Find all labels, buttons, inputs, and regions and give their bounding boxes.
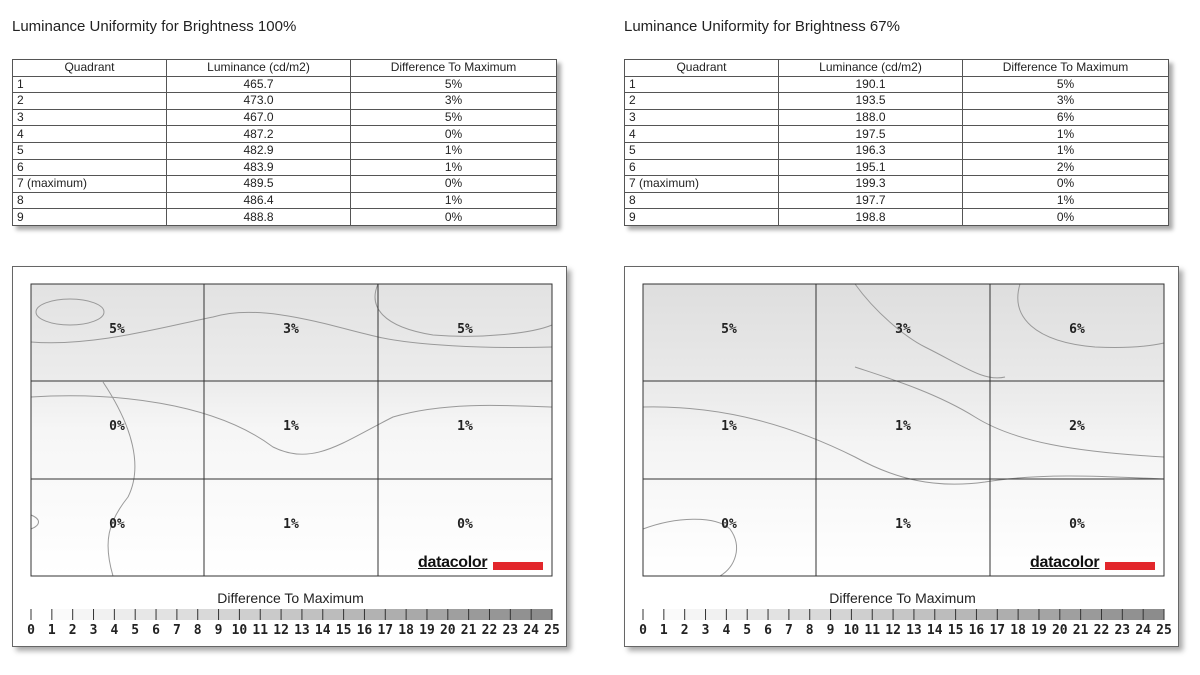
uniformity-map (624, 266, 1179, 647)
quadrant-cell: 4 (13, 126, 167, 143)
scale-tick-label: 21 (460, 623, 477, 638)
quadrant-cell: 1 (625, 76, 779, 93)
table-row (13, 176, 557, 193)
scale-tick-label: 24 (523, 623, 539, 638)
scale-tick-label: 5 (131, 623, 140, 638)
scale-swatch (789, 609, 810, 620)
quadrant-value-label: 0% (109, 517, 125, 532)
scale-swatch (323, 609, 344, 620)
luminance-cell: 196.3 (779, 142, 963, 159)
table-row (625, 159, 1169, 176)
quadrant-value-label: 1% (283, 517, 299, 532)
panel-title: Luminance Uniformity for Brightness 100% (12, 18, 297, 35)
luminance-cell: 473.0 (167, 93, 351, 110)
scale-swatch (1039, 609, 1060, 620)
scale-swatch (31, 609, 52, 620)
scale-tick-label: 6 (764, 623, 772, 638)
difference-cell: 1% (963, 126, 1169, 143)
difference-cell: 5% (351, 109, 557, 126)
scale-swatch (73, 609, 94, 620)
luminance-cell: 467.0 (167, 109, 351, 126)
scale-swatch (427, 609, 448, 620)
scale-swatch (156, 609, 177, 620)
scale-swatch (1122, 609, 1143, 620)
quadrant-value-label: 0% (721, 517, 737, 532)
difference-cell: 0% (963, 176, 1169, 193)
difference-cell: 5% (351, 76, 557, 93)
quadrant-value-label: 5% (109, 322, 125, 337)
scale-swatch (768, 609, 789, 620)
scale-title: Difference To Maximum (217, 590, 364, 606)
scale-swatch (706, 609, 727, 620)
column-header: Quadrant (13, 60, 167, 77)
quadrant-cell: 8 (625, 192, 779, 209)
scale-swatch (747, 609, 768, 620)
scale-tick-label: 21 (1072, 623, 1089, 638)
scale-tick-label: 17 (989, 623, 1006, 638)
table-row (13, 76, 557, 93)
scale-tick-label: 20 (1051, 623, 1068, 638)
scale-tick-label: 9 (214, 623, 223, 638)
luminance-cell: 195.1 (779, 159, 963, 176)
quadrant-value-label: 1% (721, 419, 737, 434)
scale-swatch (1143, 609, 1164, 620)
difference-cell: 3% (963, 93, 1169, 110)
quadrant-cell: 8 (13, 192, 167, 209)
quadrant-cell: 9 (625, 209, 779, 226)
quadrant-cell: 7 (maximum) (625, 176, 779, 193)
scale-swatch (664, 609, 685, 620)
scale-swatch (177, 609, 198, 620)
scale-tick-label: 20 (439, 623, 456, 638)
column-header: Difference To Maximum (963, 60, 1169, 77)
scale-swatch (260, 609, 281, 620)
luminance-cell: 487.2 (167, 126, 351, 143)
scale-tick-label: 7 (172, 623, 181, 638)
scale-tick-label: 25 (1156, 623, 1172, 638)
quadrant-value-label: 5% (721, 322, 737, 337)
scale-tick-label: 4 (110, 623, 119, 638)
quadrant-cell: 9 (13, 209, 167, 226)
scale-tick-label: 14 (926, 623, 943, 638)
difference-cell: 2% (963, 159, 1169, 176)
table-row (13, 142, 557, 159)
scale-swatch (851, 609, 872, 620)
scale-tick-label: 22 (1093, 623, 1110, 638)
scale-tick-label: 18 (398, 623, 414, 638)
scale-tick-label: 19 (1031, 623, 1047, 638)
scale-tick-label: 8 (805, 623, 814, 638)
luminance-table (12, 59, 557, 226)
quadrant-value-label: 1% (457, 419, 473, 434)
scale-tick-label: 0 (639, 623, 647, 638)
quadrant-cell: 3 (13, 109, 167, 126)
table-row (625, 209, 1169, 226)
column-header: Difference To Maximum (351, 60, 557, 77)
scale-tick-label: 10 (231, 623, 248, 638)
panel-brightness-67 (624, 0, 1184, 675)
scale-swatch (281, 609, 302, 620)
scale-swatch (643, 609, 664, 620)
table-row (13, 192, 557, 209)
luminance-cell: 188.0 (779, 109, 963, 126)
scale-tick-label: 10 (843, 623, 860, 638)
scale-swatch (1060, 609, 1081, 620)
scale-tick-label: 17 (377, 623, 394, 638)
scale-tick-label: 8 (193, 623, 202, 638)
scale-swatch (997, 609, 1018, 620)
scale-tick-label: 12 (273, 623, 289, 638)
luminance-cell: 465.7 (167, 76, 351, 93)
scale-swatch (406, 609, 427, 620)
logo-red-bar (1105, 562, 1155, 570)
scale-tick-label: 3 (89, 623, 98, 638)
quadrant-value-label: 3% (283, 322, 299, 337)
luminance-cell: 198.8 (779, 209, 963, 226)
quadrant-cell: 7 (maximum) (13, 176, 167, 193)
difference-cell: 5% (963, 76, 1169, 93)
scale-swatch (1081, 609, 1102, 620)
quadrant-value-label: 5% (457, 322, 473, 337)
datacolor-logo: datacolor (418, 554, 488, 571)
scale-tick-label: 1 (47, 623, 56, 638)
datacolor-logo: datacolor (1030, 554, 1100, 571)
quadrant-value-label: 1% (895, 419, 911, 434)
scale-swatch (344, 609, 365, 620)
scale-swatch (510, 609, 531, 620)
scale-swatch (872, 609, 893, 620)
luminance-cell: 193.5 (779, 93, 963, 110)
scale-tick-label: 11 (864, 623, 881, 638)
scale-tick-label: 16 (968, 623, 985, 638)
scale-swatch (198, 609, 219, 620)
scale-swatch (914, 609, 935, 620)
difference-cell: 0% (963, 209, 1169, 226)
scale-tick-label: 15 (335, 623, 352, 638)
quadrant-cell: 5 (625, 142, 779, 159)
quadrant-value-label: 1% (895, 517, 911, 532)
quadrant-cell: 1 (13, 76, 167, 93)
scale-swatch (531, 609, 552, 620)
scale-tick-label: 2 (680, 623, 689, 638)
panel-brightness-100 (12, 0, 572, 675)
scale-tick-label: 12 (885, 623, 901, 638)
difference-cell: 0% (351, 209, 557, 226)
scale-swatch (935, 609, 956, 620)
scale-swatch (685, 609, 706, 620)
luminance-cell: 197.5 (779, 126, 963, 143)
scale-swatch (364, 609, 385, 620)
difference-cell: 6% (963, 109, 1169, 126)
luminance-cell: 486.4 (167, 192, 351, 209)
uniformity-map (12, 266, 567, 647)
difference-cell: 1% (963, 192, 1169, 209)
scale-swatch (726, 609, 747, 620)
quadrant-cell: 6 (625, 159, 779, 176)
scale-swatch (810, 609, 831, 620)
scale-tick-label: 2 (68, 623, 77, 638)
scale-tick-label: 22 (481, 623, 498, 638)
luminance-cell: 483.9 (167, 159, 351, 176)
luminance-cell: 190.1 (779, 76, 963, 93)
table-row (13, 93, 557, 110)
table-row (625, 176, 1169, 193)
quadrant-cell: 2 (13, 93, 167, 110)
column-header: Quadrant (625, 60, 779, 77)
scale-tick-label: 24 (1135, 623, 1151, 638)
scale-tick-label: 18 (1010, 623, 1026, 638)
table-row (625, 142, 1169, 159)
quadrant-cell: 6 (13, 159, 167, 176)
quadrant-value-label: 6% (1069, 322, 1085, 337)
scale-tick-label: 6 (152, 623, 160, 638)
table-row (13, 209, 557, 226)
scale-swatch (956, 609, 977, 620)
table-header-row (625, 60, 1169, 77)
difference-cell: 0% (351, 176, 557, 193)
luminance-table (624, 59, 1169, 226)
quadrant-cell: 2 (625, 93, 779, 110)
scale-tick-label: 23 (1114, 623, 1131, 638)
column-header: Luminance (cd/m2) (779, 60, 963, 77)
scale-swatch (976, 609, 997, 620)
scale-swatch (469, 609, 490, 620)
quadrant-value-label: 0% (457, 517, 473, 532)
scale-tick-label: 13 (294, 623, 310, 638)
scale-swatch (831, 609, 852, 620)
table-row (13, 109, 557, 126)
luminance-cell: 488.8 (167, 209, 351, 226)
difference-cell: 0% (351, 126, 557, 143)
table-row (625, 109, 1169, 126)
panel-title: Luminance Uniformity for Brightness 67% (624, 18, 900, 35)
luminance-cell: 482.9 (167, 142, 351, 159)
quadrant-cell: 4 (625, 126, 779, 143)
scale-title: Difference To Maximum (829, 590, 976, 606)
quadrant-cell: 5 (13, 142, 167, 159)
scale-tick-label: 9 (826, 623, 835, 638)
scale-tick-label: 14 (314, 623, 331, 638)
scale-tick-label: 23 (502, 623, 519, 638)
scale-swatch (302, 609, 323, 620)
difference-cell: 3% (351, 93, 557, 110)
scale-tick-label: 7 (784, 623, 793, 638)
quadrant-value-label: 1% (283, 419, 299, 434)
scale-tick-label: 11 (252, 623, 269, 638)
luminance-cell: 199.3 (779, 176, 963, 193)
logo-red-bar (493, 562, 543, 570)
scale-swatch (239, 609, 260, 620)
column-header: Luminance (cd/m2) (167, 60, 351, 77)
difference-cell: 1% (351, 192, 557, 209)
scale-tick-label: 25 (544, 623, 560, 638)
table-row (625, 93, 1169, 110)
scale-swatch (489, 609, 510, 620)
table-row (13, 159, 557, 176)
quadrant-cell: 3 (625, 109, 779, 126)
scale-swatch (448, 609, 469, 620)
scale-tick-label: 5 (743, 623, 752, 638)
quadrant-value-label: 3% (895, 322, 911, 337)
scale-tick-label: 0 (27, 623, 35, 638)
scale-tick-label: 13 (906, 623, 922, 638)
luminance-cell: 489.5 (167, 176, 351, 193)
luminance-cell: 197.7 (779, 192, 963, 209)
quadrant-value-label: 2% (1069, 419, 1085, 434)
table-row (625, 126, 1169, 143)
scale-swatch (52, 609, 73, 620)
difference-cell: 1% (351, 142, 557, 159)
scale-swatch (114, 609, 135, 620)
scale-tick-label: 1 (659, 623, 668, 638)
scale-swatch (893, 609, 914, 620)
table-row (625, 192, 1169, 209)
scale-swatch (1101, 609, 1122, 620)
scale-swatch (94, 609, 115, 620)
quadrant-value-label: 0% (1069, 517, 1085, 532)
scale-tick-label: 3 (701, 623, 710, 638)
scale-tick-label: 16 (356, 623, 373, 638)
table-row (625, 76, 1169, 93)
difference-cell: 1% (351, 159, 557, 176)
quadrant-value-label: 0% (109, 419, 125, 434)
scale-tick-label: 19 (419, 623, 435, 638)
difference-cell: 1% (963, 142, 1169, 159)
scale-tick-label: 15 (947, 623, 964, 638)
table-header-row (13, 60, 557, 77)
table-row (13, 126, 557, 143)
scale-swatch (219, 609, 240, 620)
scale-swatch (1018, 609, 1039, 620)
scale-swatch (385, 609, 406, 620)
scale-tick-label: 4 (722, 623, 731, 638)
scale-swatch (135, 609, 156, 620)
